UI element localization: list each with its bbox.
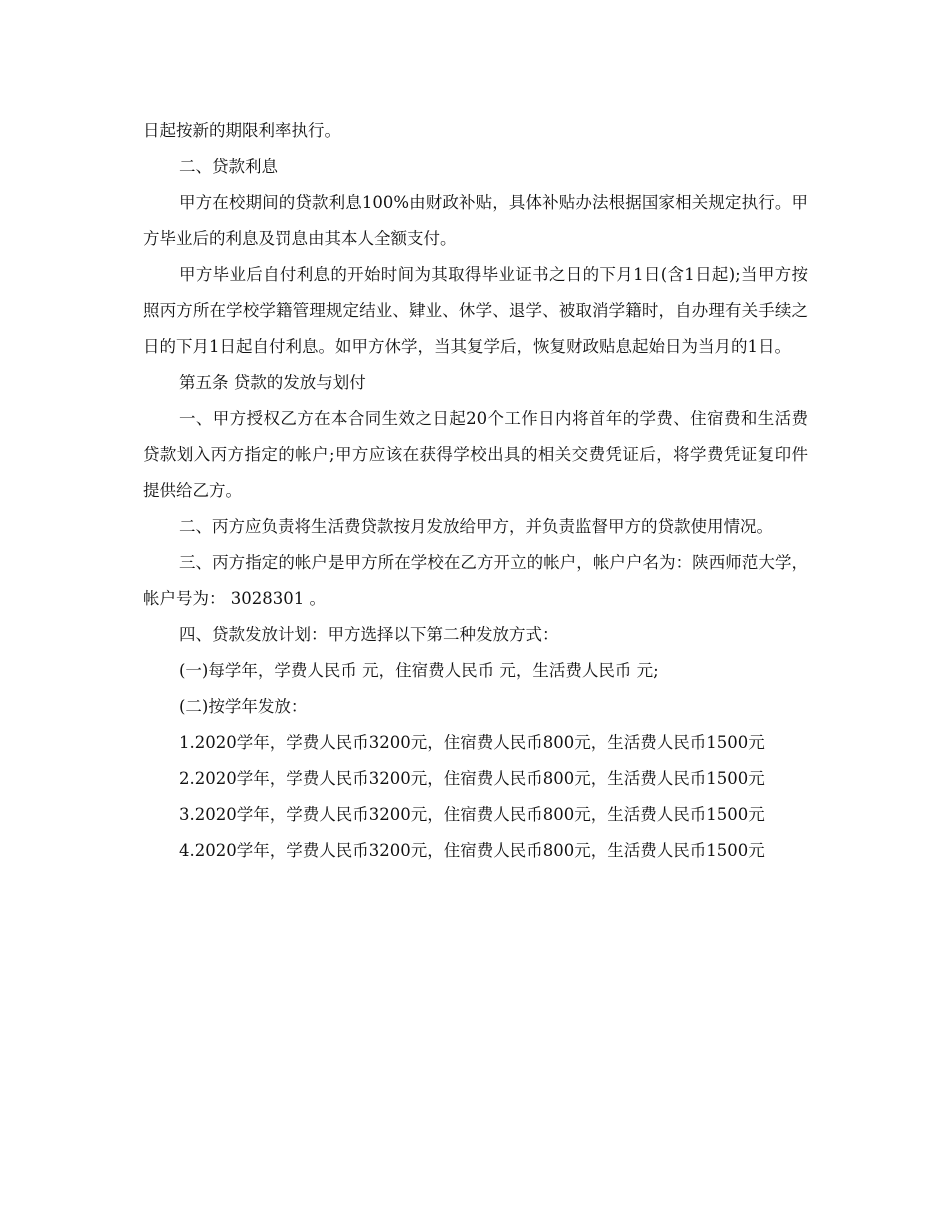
- list-item-year-2: 2.2020学年，学费人民币3200元，住宿费人民币800元，生活费人民币1500元: [179, 769, 765, 788]
- paragraph-living-expense: 二、丙方应负责将生活费贷款按月发放给甲方，并负责监督甲方的贷款使用情况。: [179, 517, 773, 536]
- paragraph-self-paid-interest: 甲方毕业后自付利息的开始时间为其取得毕业证书之日的下月1日(含1日起);当甲方按照丙方所在学校学籍管理规定结业、肄业、休学、退学、被取消学籍时，自办理有关手续之日的下月1日起自付利息。如甲方休学，当其复学后，恢复财政贴息起始日为当月的1日。: [143, 265, 808, 356]
- paragraph-disbursement-plan: 四、贷款发放计划：甲方选择以下第二种发放方式：: [179, 625, 559, 644]
- section-heading-loan-interest: 二、贷款利息: [179, 157, 278, 176]
- paragraph-option-one: (一)每学年，学费人民币 元，住宿费人民币 元，生活费人民币 元;: [179, 661, 659, 680]
- paragraph-account-info: 三、丙方指定的帐户是甲方所在学校在乙方开立的帐户，帐户户名为：陕西师范大学， 帐户号为： 3028301 。: [143, 553, 808, 608]
- document-body: [143, 113, 808, 869]
- paragraph-interest-subsidy: 甲方在校期间的贷款利息100%由财政补贴，具体补贴办法根据国家相关规定执行。甲方毕业后的利息及罚息由其本人全额支付。: [143, 193, 808, 248]
- paragraph-authorization: 一、甲方授权乙方在本合同生效之日起20个工作日内将首年的学费、住宿费和生活费贷款划入丙方指定的帐户;甲方应该在获得学校出具的相关交费凭证后，将学费凭证复印件提供给乙方。: [143, 409, 808, 500]
- article-heading-five: 第五条 贷款的发放与划付: [179, 373, 366, 392]
- list-item-year-4: 4.2020学年，学费人民币3200元，住宿费人民币800元，生活费人民币1500元: [179, 841, 765, 860]
- paragraph-continuation: 日起按新的期限利率执行。: [143, 121, 341, 140]
- list-item-year-1: 1.2020学年，学费人民币3200元，住宿费人民币800元，生活费人民币1500元: [179, 733, 765, 752]
- paragraph-option-two: (二)按学年发放：: [179, 697, 308, 716]
- list-item-year-3: 3.2020学年，学费人民币3200元，住宿费人民币800元，生活费人民币1500元: [179, 805, 765, 824]
